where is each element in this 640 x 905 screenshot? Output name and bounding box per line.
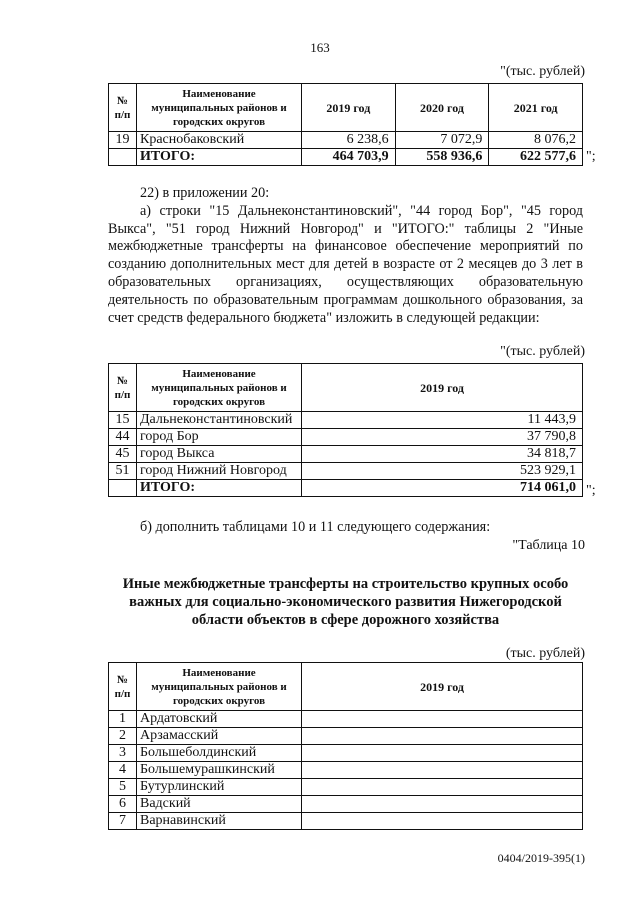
header-year: 2019 год (302, 663, 583, 711)
section-22-intro: 22) в приложении 20: (140, 185, 270, 201)
total-row (109, 149, 583, 166)
total-label: ИТОГО: (137, 480, 302, 497)
page-number: 163 (310, 40, 330, 55)
row-value (302, 779, 583, 796)
table-row (109, 796, 583, 813)
row-value (302, 728, 583, 745)
header-name: Наименование муниципальных районов и городских округов (137, 364, 302, 412)
row-name: Бутурлинский (137, 779, 302, 796)
row-name: Ардатовский (137, 711, 302, 728)
header-num: № п/п (109, 663, 137, 711)
header-year: 2021 год (489, 84, 583, 132)
table-row (109, 711, 583, 728)
row-value: 523 929,1 (302, 463, 583, 480)
table2-end-quote: "; (586, 483, 596, 498)
row-name: Вадский (137, 796, 302, 813)
table3-units: (тыс. рублей) (505, 646, 585, 661)
row-name: город Выкса (137, 446, 302, 463)
total-value: 464 703,9 (302, 149, 396, 166)
row-num: 7 (109, 813, 137, 830)
table-row (109, 779, 583, 796)
table3-header-row (109, 663, 583, 711)
item-b-text: б) дополнить таблицами 10 и 11 следующего содержания: (140, 519, 491, 535)
row-name: Варнавинский (137, 813, 302, 830)
row-name: город Бор (137, 429, 302, 446)
row-name: Большеболдинский (137, 745, 302, 762)
row-value: 11 443,9 (302, 412, 583, 429)
table1-units: "(тыс. рублей) (500, 64, 585, 79)
row-value (302, 813, 583, 830)
table2-header-row (109, 364, 583, 412)
row-value: 37 790,8 (302, 429, 583, 446)
total-label: ИТОГО: (137, 149, 302, 166)
table10-title: Иные межбюджетные трансферты на строительство крупных особо важных для социально-экономического развития Нижегородской области объектов в сфере дорожного хозяйства (122, 576, 569, 628)
row-value (302, 745, 583, 762)
item-b (108, 519, 583, 537)
table2-units: "(тыс. рублей) (500, 344, 585, 359)
row-name: Арзамасский (137, 728, 302, 745)
row-num: 15 (109, 412, 137, 429)
total-value: 558 936,6 (395, 149, 489, 166)
row-num: 3 (109, 745, 137, 762)
row-num: 44 (109, 429, 137, 446)
table1-header-row (109, 84, 583, 132)
table-row (109, 132, 583, 149)
row-value (302, 711, 583, 728)
table-row (109, 762, 583, 779)
header-year: 2019 год (302, 84, 396, 132)
header-num: № п/п (109, 364, 137, 412)
row-value: 6 238,6 (302, 132, 396, 149)
total-value: 622 577,6 (489, 149, 583, 166)
table-row (109, 813, 583, 830)
row-num: 5 (109, 779, 137, 796)
row-num: 19 (109, 132, 137, 149)
row-num: 1 (109, 711, 137, 728)
row-num: 6 (109, 796, 137, 813)
table2 (108, 363, 583, 497)
table-row (109, 446, 583, 463)
table-row (109, 412, 583, 429)
row-name: Краснобаковский (137, 132, 302, 149)
table1 (108, 83, 583, 166)
row-value: 34 818,7 (302, 446, 583, 463)
header-name: Наименование муниципальных районов и городских округов (137, 663, 302, 711)
total-value: 714 061,0 (302, 480, 583, 497)
header-year: 2019 год (302, 364, 583, 412)
table-row (109, 745, 583, 762)
row-name: Большемурашкинский (137, 762, 302, 779)
header-num: № п/п (109, 84, 137, 132)
row-num: 45 (109, 446, 137, 463)
row-num: 2 (109, 728, 137, 745)
table-row (109, 463, 583, 480)
table1-end-quote: "; (586, 149, 596, 164)
row-num: 4 (109, 762, 137, 779)
row-value: 7 072,9 (395, 132, 489, 149)
row-name: город Нижний Новгород (137, 463, 302, 480)
document-code: 0404/2019-395(1) (497, 851, 585, 865)
header-year: 2020 год (395, 84, 489, 132)
row-value (302, 762, 583, 779)
table10-label: "Таблица 10 (512, 538, 585, 553)
row-value (302, 796, 583, 813)
total-row (109, 480, 583, 497)
table-row (109, 429, 583, 446)
row-name: Дальнеконстантиновский (137, 412, 302, 429)
row-value: 8 076,2 (489, 132, 583, 149)
section-22-item-a: а) строки "15 Дальнеконстантиновский", "44 город Бор", "45 город Выкса", "51 город Нижний Новгород" и "ИТОГО:" таблицы 2 "Иные межбюджетные трансферты на финансовое обеспечение мероприятий по созданию дополнительных мест для детей в возрасте от 2 месяцев до 3 лет в образовательных организациях, осуществляющих образовательную деятельность по образовательным программам дошкольного образования, за счет средств федерального бюджета" изложить в следующей редакции: (108, 202, 583, 326)
table3 (108, 662, 583, 830)
table-row (109, 728, 583, 745)
header-name: Наименование муниципальных районов и городских округов (137, 84, 302, 132)
row-num: 51 (109, 463, 137, 480)
section-22 (108, 185, 583, 327)
